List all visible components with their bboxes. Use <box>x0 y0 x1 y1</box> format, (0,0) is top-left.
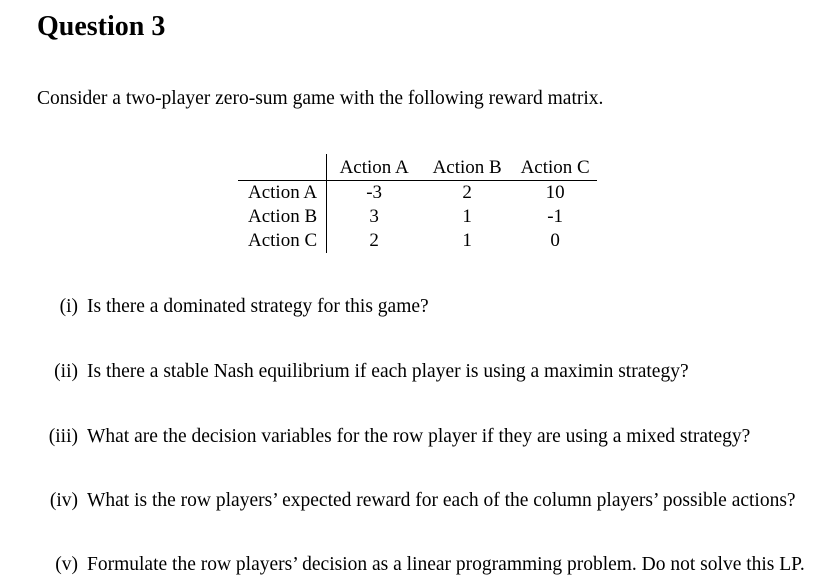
question-text: Is there a dominated strategy for this game? <box>87 296 429 317</box>
question-number: (i) <box>59 296 78 317</box>
table-header-row <box>238 154 597 181</box>
question-item <box>0 295 828 319</box>
table-row <box>238 229 597 253</box>
table-cell: 2 <box>462 182 472 203</box>
table-cell: -1 <box>547 206 564 227</box>
table-cell: 2 <box>369 230 379 251</box>
table-cell: 1 <box>462 206 472 227</box>
question-item <box>0 360 828 384</box>
column-header: Action C <box>513 154 597 181</box>
table-cell: 10 <box>545 182 565 203</box>
row-header: Action B <box>238 205 327 229</box>
table-row <box>238 205 597 229</box>
reward-matrix-table <box>238 154 597 253</box>
question-number: (ii) <box>54 361 78 382</box>
corner-cell <box>238 154 327 181</box>
table-cell: -3 <box>366 182 383 203</box>
question-text: What are the decision variables for the row player if they are using a mixed strategy? <box>87 426 751 447</box>
column-header: Action A <box>327 154 422 181</box>
question-item <box>0 489 828 513</box>
question-number: (iii) <box>48 426 78 447</box>
question-number: (v) <box>55 554 78 575</box>
question-number: (iv) <box>49 490 78 511</box>
question-text: Is there a stable Nash equilibrium if each player is using a maximin strategy? <box>87 361 689 382</box>
row-header: Action C <box>238 229 327 253</box>
question-item <box>0 425 828 449</box>
question-list <box>0 295 828 575</box>
question-text: Formulate the row players’ decision as a linear programming problem. Do not solve this LP. <box>87 554 805 575</box>
question-text: What is the row players’ expected reward for each of the column players’ possible actions? <box>87 490 796 511</box>
table-cell: 0 <box>550 230 560 251</box>
table-cell: 3 <box>369 206 379 227</box>
question-heading: Question 3 <box>37 11 166 42</box>
intro-text: Consider a two-player zero-sum game with the following reward matrix. <box>37 88 604 109</box>
table-cell: 1 <box>462 230 472 251</box>
table-row <box>238 181 597 206</box>
column-header: Action B <box>421 154 513 181</box>
row-header: Action A <box>238 181 327 206</box>
question-item <box>0 553 828 577</box>
